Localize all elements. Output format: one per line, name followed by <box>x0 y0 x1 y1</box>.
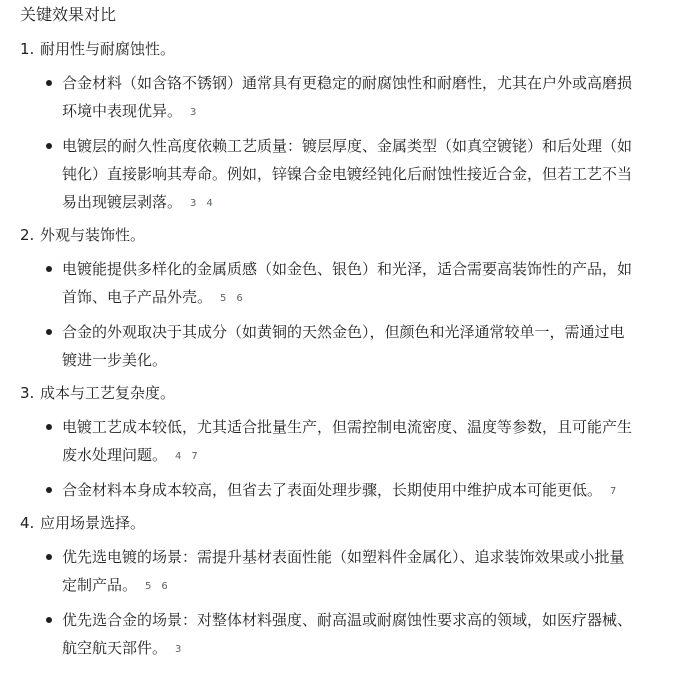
citation-link[interactable]: 7 <box>610 486 617 497</box>
bullet-text: 电镀工艺成本较低，尤其适合批量生产，但需控制电流密度、温度等参数，且可能产生废水处理问题。 <box>62 418 633 464</box>
citation-link[interactable]: 4 <box>175 451 182 462</box>
bullet-item <box>46 132 632 216</box>
bullet-text: 优先选合金的场景：对整体材料强度、耐高温或耐腐蚀性要求高的领域，如医疗器械、航空航天部件。 <box>62 611 633 657</box>
citation-link[interactable]: 6 <box>236 293 243 304</box>
bullet-text: 合金材料本身成本较高，但省去了表面处理步骤，长期使用中维护成本可能更低。 <box>62 481 603 499</box>
section-number: 2. <box>20 226 35 244</box>
citation-link[interactable]: 3 <box>190 198 197 209</box>
bullet-item <box>46 606 632 662</box>
bullet-dot-icon <box>46 487 52 493</box>
bullet-dot-icon <box>46 617 52 623</box>
comparison-list <box>20 37 688 662</box>
bullet-text: 合金材料（如含铬不锈钢）通常具有更稳定的耐腐蚀性和耐磨性，尤其在户外或高磨损环境中表现优异。 <box>62 74 633 120</box>
citation-link[interactable]: 6 <box>161 581 168 592</box>
bullet-text: 电镀层的耐久性高度依赖工艺质量：镀层厚度、金属类型（如真空镀铑）和后处理（如钝化）直接影响其寿命。例如，锌镍合金电镀经钝化后耐蚀性接近合金，但若工艺不当易出现镀层剥落。 <box>62 137 633 211</box>
bullet-dot-icon <box>46 143 52 149</box>
section-number: 3. <box>20 384 35 402</box>
bullet-item <box>46 318 632 374</box>
bullet-list <box>20 255 688 374</box>
bullet-list <box>20 413 688 504</box>
section-heading-text: 成本与工艺复杂度。 <box>40 384 176 402</box>
comparison-section <box>20 511 688 662</box>
bullet-text: 优先选电镀的场景：需提升基材表面性能（如塑料件金属化）、追求装饰效果或小批量定制产品。 <box>62 548 625 594</box>
bullet-item <box>46 69 632 125</box>
bullet-item <box>46 413 632 469</box>
citation-link[interactable]: 4 <box>206 198 213 209</box>
bullet-dot-icon <box>46 424 52 430</box>
bullet-item <box>46 543 632 599</box>
section-number: 1. <box>20 40 35 58</box>
section-heading-text: 应用场景选择。 <box>40 514 146 532</box>
section-title: 关键效果对比 <box>20 5 117 24</box>
section-heading <box>20 511 688 535</box>
citation-link[interactable]: 5 <box>220 293 227 304</box>
comparison-section <box>20 381 688 504</box>
citation-link[interactable]: 7 <box>191 451 198 462</box>
section-number: 4. <box>20 514 35 532</box>
section-heading <box>20 381 688 405</box>
comparison-section <box>20 223 688 374</box>
bullet-list <box>20 69 688 216</box>
citation-link[interactable]: 3 <box>175 644 182 655</box>
section-heading-text: 外观与装饰性。 <box>40 226 146 244</box>
bullet-dot-icon <box>46 80 52 86</box>
section-heading <box>20 223 688 247</box>
bullet-dot-icon <box>46 329 52 335</box>
citation-link[interactable]: 5 <box>145 581 152 592</box>
bullet-item <box>46 476 632 504</box>
citation-link[interactable]: 3 <box>190 107 197 118</box>
section-heading-text: 耐用性与耐腐蚀性。 <box>40 40 176 58</box>
comparison-section <box>20 37 688 216</box>
bullet-dot-icon <box>46 266 52 272</box>
bullet-dot-icon <box>46 554 52 560</box>
bullet-text: 电镀能提供多样化的金属质感（如金色、银色）和光泽，适合需要高装饰性的产品，如首饰、电子产品外壳。 <box>62 260 633 306</box>
bullet-text: 合金的外观取决于其成分（如黄铜的天然金色），但颜色和光泽通常较单一，需通过电镀进一步美化。 <box>62 323 625 369</box>
section-heading <box>20 37 688 61</box>
bullet-list <box>20 543 688 662</box>
bullet-item <box>46 255 632 311</box>
